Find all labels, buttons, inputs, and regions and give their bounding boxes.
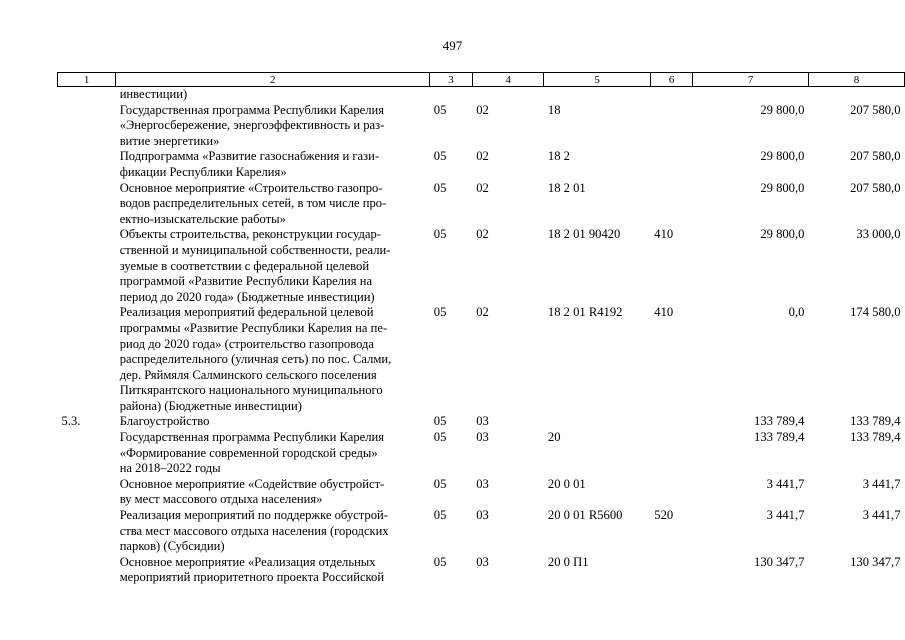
row-expense-type	[650, 477, 693, 508]
table-row	[58, 305, 905, 414]
row-name-line: парков) (Субсидии)	[119, 539, 225, 554]
row-name	[116, 414, 430, 430]
table-row	[58, 414, 905, 430]
row-name-line: ву мест массового отдыха населения»	[119, 492, 323, 507]
row-name	[116, 227, 430, 305]
row-number	[58, 87, 116, 103]
row-name	[116, 430, 430, 477]
row-target-code: 20	[547, 430, 561, 445]
row-amount-2: 3 441,7	[862, 476, 901, 491]
row-amount-1: 133 789,4	[754, 414, 805, 429]
row-name-line: мероприятий приоритетного проекта Российской	[119, 570, 385, 585]
row-number	[58, 477, 116, 508]
row-subsection: 03	[476, 554, 489, 569]
table-row	[58, 430, 905, 477]
row-amount-2: 133 789,4	[850, 430, 901, 445]
row-name-line: Питкярантского национального муниципального	[119, 383, 383, 398]
row-expense-type	[650, 555, 693, 586]
row-target-code: 20 0 01 R5600	[547, 508, 623, 523]
row-name-line: на 2018–2022 годы	[119, 461, 221, 476]
row-amount-1: 130 347,7	[754, 554, 805, 569]
row-amount-1	[693, 87, 809, 103]
row-expense-type: 410	[654, 305, 674, 320]
row-name-line: ственной и муниципальной собственности, реали-	[119, 242, 391, 257]
row-amount-2: 133 789,4	[850, 414, 901, 429]
row-section: 05	[433, 305, 447, 320]
row-number	[58, 430, 116, 477]
row-section: 05	[433, 180, 447, 195]
row-expense-type: 520	[654, 508, 674, 523]
row-target-code: 20 0 01	[547, 476, 586, 491]
row-name-line: инвестиции)	[119, 87, 188, 101]
row-target-code: 18 2 01 90420	[547, 227, 621, 242]
row-amount-2	[808, 87, 904, 103]
row-name-line: водов распределительных сетей, в том числе про-	[119, 196, 387, 211]
row-name	[116, 555, 430, 586]
row-name-line: фикации Республики Карелия»	[119, 164, 287, 179]
table-row	[58, 508, 905, 555]
row-amount-2: 207 580,0	[850, 102, 901, 117]
row-amount-1: 133 789,4	[754, 430, 805, 445]
col-header-4: 4	[472, 73, 544, 87]
row-amount-1: 0,0	[788, 305, 805, 320]
row-amount-1: 29 800,0	[760, 180, 805, 195]
row-section: 05	[433, 508, 447, 523]
row-section: 05	[433, 149, 447, 164]
page-number: 497	[442, 38, 463, 53]
row-name-line: Благоустройство	[119, 414, 210, 429]
row-section: 05	[433, 102, 447, 117]
row-target-code: 18 2 01	[547, 180, 586, 195]
row-subsection: 02	[476, 149, 489, 164]
row-name-line: дер. Ряймяля Салминского сельского поселения	[119, 367, 377, 382]
row-name	[116, 87, 430, 103]
row-name	[116, 103, 430, 150]
row-expense-type	[650, 414, 693, 430]
row-section: 05	[433, 414, 447, 429]
row-amount-2: 207 580,0	[850, 149, 901, 164]
row-subsection: 02	[476, 180, 489, 195]
row-name-line: района) (Бюджетные инвестиции)	[119, 398, 302, 413]
col-header-1: 1	[58, 73, 116, 87]
row-name-line: период до 2020 года» (Бюджетные инвестиции)	[119, 289, 375, 304]
row-amount-1: 29 800,0	[760, 227, 805, 242]
row-name	[116, 181, 430, 228]
row-name-line: витие энергетики»	[119, 133, 220, 148]
row-target-code: 18 2	[547, 149, 570, 164]
row-subsection: 03	[476, 476, 489, 491]
col-header-8: 8	[808, 73, 904, 87]
row-subsection: 03	[476, 430, 489, 445]
row-name	[116, 477, 430, 508]
row-name	[116, 149, 430, 180]
row-target-code: 20 0 П1	[547, 554, 589, 569]
row-number	[58, 555, 116, 586]
row-expense-type	[650, 103, 693, 150]
row-name-line: зуемые в соответствии с федеральной целевой	[119, 258, 370, 273]
row-expense-type	[650, 181, 693, 228]
row-name-line: «Энергосбережение, энергоэффективность и раз-	[119, 118, 385, 133]
row-amount-1: 29 800,0	[760, 149, 805, 164]
row-name-line: Государственная программа Республики Карелия	[119, 102, 385, 117]
row-section: 05	[433, 554, 447, 569]
row-name-line: Государственная программа Республики Карелия	[119, 430, 385, 445]
row-subsection: 03	[476, 414, 489, 429]
row-number	[58, 181, 116, 228]
row-name-line: «Формирование современной городской среды»	[119, 445, 378, 460]
row-name	[116, 305, 430, 414]
row-section	[430, 87, 472, 103]
row-number	[58, 508, 116, 555]
row-amount-2: 207 580,0	[850, 180, 901, 195]
row-target-code	[544, 414, 650, 430]
row-amount-2: 33 000,0	[856, 227, 901, 242]
row-number	[58, 103, 116, 150]
row-amount-2: 3 441,7	[862, 508, 901, 523]
table-row	[58, 227, 905, 305]
row-name-line: Объекты строительства, реконструкции государ-	[119, 227, 381, 242]
table-row	[58, 555, 905, 586]
row-name-line: программой «Развитие Республики Карелия на	[119, 274, 373, 289]
row-name-line: Реализация мероприятий по поддержке обустрой-	[119, 508, 388, 523]
row-name	[116, 508, 430, 555]
table-row	[58, 87, 905, 103]
col-header-7: 7	[693, 73, 809, 87]
table-row	[58, 103, 905, 150]
row-expense-type	[650, 430, 693, 477]
row-expense-type	[650, 149, 693, 180]
row-section: 05	[433, 227, 447, 242]
row-amount-1: 29 800,0	[760, 102, 805, 117]
table-header-row	[58, 73, 905, 87]
col-header-6: 6	[650, 73, 693, 87]
row-section: 05	[433, 476, 447, 491]
row-name-line: Подпрограмма «Развитие газоснабжения и гази-	[119, 149, 380, 164]
row-section: 05	[433, 430, 447, 445]
col-header-3: 3	[430, 73, 472, 87]
row-number	[58, 227, 116, 305]
row-subsection: 02	[476, 305, 489, 320]
row-amount-2: 130 347,7	[850, 554, 901, 569]
row-name-line: распределительного (уличная сеть) по пос. Салми,	[119, 352, 392, 367]
row-subsection: 02	[476, 102, 489, 117]
col-header-2: 2	[116, 73, 430, 87]
row-name-line: риод до 2020 года» (строительство газопровода	[119, 336, 375, 351]
row-subsection: 02	[476, 227, 489, 242]
row-number: 5.3.	[61, 414, 81, 429]
row-name-line: ства мест массового отдыха населения (городских	[119, 523, 389, 538]
row-target-code	[544, 87, 650, 103]
row-number	[58, 149, 116, 180]
row-amount-1: 3 441,7	[766, 476, 805, 491]
row-number	[58, 305, 116, 414]
row-name-line: ектно-изыскательские работы»	[119, 211, 286, 226]
row-target-code: 18 2 01 R4192	[547, 305, 623, 320]
row-name-line: программы «Развитие Республики Карелия на пе-	[119, 320, 388, 335]
row-name-line: Основное мероприятие «Содействие обустройст-	[119, 476, 385, 491]
row-amount-1: 3 441,7	[766, 508, 805, 523]
col-header-5: 5	[544, 73, 650, 87]
row-subsection: 03	[476, 508, 489, 523]
row-name-line: Основное мероприятие «Реализация отдельных	[119, 554, 376, 569]
row-amount-2: 174 580,0	[850, 305, 901, 320]
budget-table	[57, 72, 905, 586]
table-row	[58, 149, 905, 180]
row-expense-type: 410	[654, 227, 674, 242]
row-target-code: 18	[547, 102, 561, 117]
row-expense-type	[650, 87, 693, 103]
table-row	[58, 181, 905, 228]
row-subsection	[472, 87, 544, 103]
row-name-line: Основное мероприятие «Строительство газопро-	[119, 180, 383, 195]
table-row	[58, 477, 905, 508]
row-name-line: Реализация мероприятий федеральной целевой	[119, 305, 374, 320]
